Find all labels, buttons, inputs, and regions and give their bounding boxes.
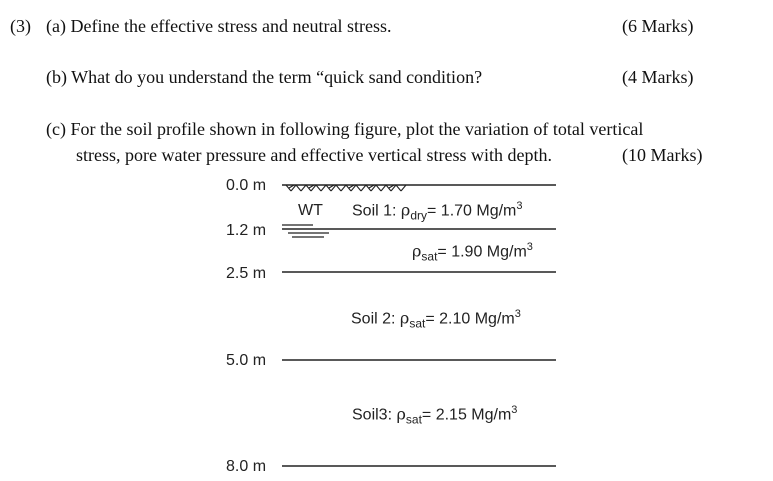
depth-label-3: 5.0 m: [226, 352, 267, 369]
soil1-sat-exponent: 3: [526, 241, 533, 253]
soil1-sat-subscript: sat: [421, 249, 438, 264]
ground-hatch-icon: [286, 185, 406, 191]
depth-label-0: 0.0 m: [226, 177, 267, 194]
question-c-marks: (10 Marks): [622, 145, 703, 165]
soil2-label: [351, 308, 521, 331]
soil1-exponent: 3: [516, 200, 523, 212]
soil3-label: [352, 404, 517, 427]
depth-label-2: 2.5 m: [226, 265, 267, 282]
soil3-value: = 2.15 Mg/m: [421, 406, 512, 424]
question-c-line1: (c) For the soil profile shown in following figure, plot the variation of total vertical: [46, 119, 644, 139]
question-b-text: (b) What do you understand the term “quick sand condition?: [46, 67, 483, 87]
soil2-rho-symbol: ρ: [399, 308, 410, 328]
soil2-exponent: 3: [514, 308, 521, 320]
soil2-subscript: sat: [409, 316, 426, 331]
depth-label-4: 8.0 m: [226, 458, 267, 475]
soil3-name: Soil3:: [352, 406, 393, 424]
question-number: (3): [10, 16, 31, 36]
soil1-rho-symbol: ρ: [400, 200, 411, 220]
depth-label-1: 1.2 m: [226, 222, 267, 239]
soil1-sat-rho-symbol: ρ: [412, 241, 422, 261]
water-table-label: WT: [298, 202, 323, 219]
soil3-subscript: sat: [405, 412, 422, 427]
soil1-label: [352, 200, 523, 223]
soil3-exponent: 3: [511, 404, 518, 416]
question-c-line2: stress, pore water pressure and effective vertical stress with depth.: [76, 145, 552, 165]
soil2-value: = 2.10 Mg/m: [425, 310, 515, 328]
question-a-marks: (6 Marks): [622, 16, 694, 36]
question-b-marks: (4 Marks): [622, 67, 694, 87]
question-a-text: (a) Define the effective stress and neutral stress.: [46, 16, 392, 36]
soil1-subscript: dry: [410, 208, 427, 223]
soil1-name: Soil 1:: [352, 202, 397, 220]
soil3-rho-symbol: ρ: [396, 404, 406, 424]
water-table-icon: [282, 225, 329, 237]
soil1-value: = 1.70 Mg/m: [427, 202, 517, 220]
soil2-name: Soil 2:: [351, 310, 396, 328]
soil1-sat-label: [412, 241, 533, 264]
soil1-sat-value: = 1.90 Mg/m: [437, 243, 527, 261]
